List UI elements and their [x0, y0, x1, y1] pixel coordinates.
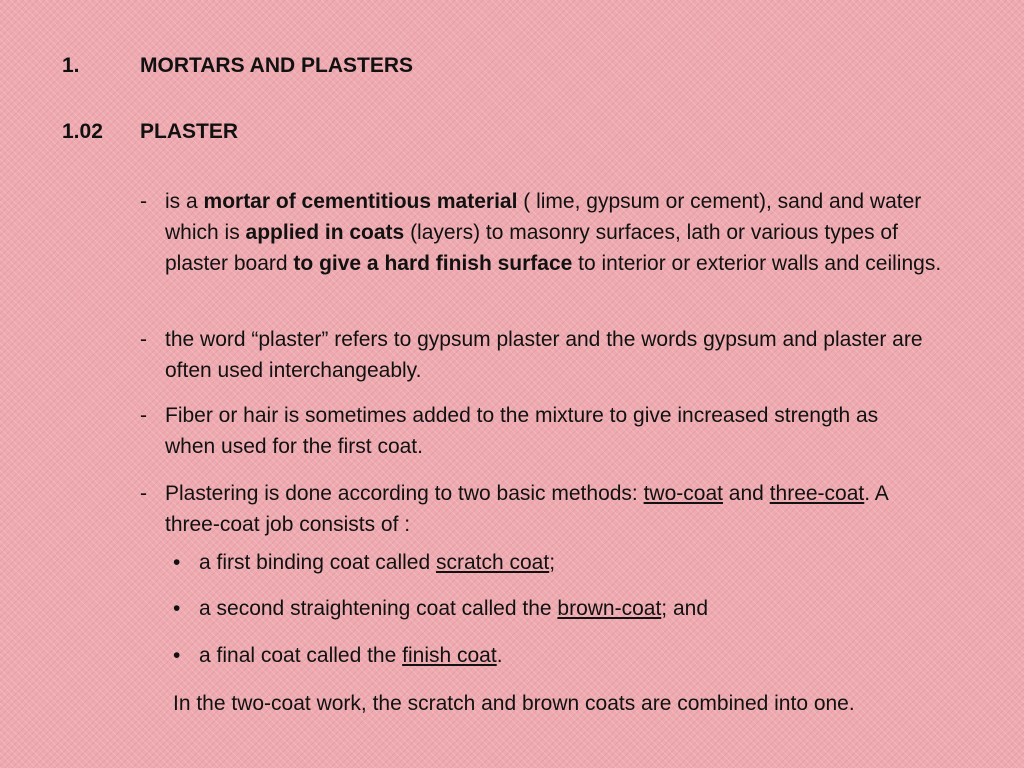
- list-item: a second straightening coat called the brown-coat; and: [199, 597, 709, 620]
- subsection-number: 1.02: [62, 120, 103, 143]
- section-title: MORTARS AND PLASTERS: [140, 54, 413, 77]
- dash-marker: -: [140, 482, 147, 505]
- bullet-marker: •: [173, 644, 181, 667]
- section-number: 1.: [62, 54, 80, 77]
- list-item: a first binding coat called scratch coat;: [199, 551, 556, 574]
- underlined-term: two-coat: [643, 482, 723, 505]
- underlined-term: finish coat: [402, 644, 497, 667]
- methods-paragraph: Plastering is done according to two basic methods: two-coat and three-coat. A three-coat job consists of :: [165, 482, 888, 536]
- bullet-marker: •: [173, 597, 181, 620]
- closing-note: In the two-coat work, the scratch and brown coats are combined into one.: [173, 692, 855, 715]
- definition-paragraph: is a mortar of cementitious material ( lime, gypsum or cement), sand and water which is applied in coats (layers) to masonry surfaces, lath or various types of plaster board to give a hard finish surface to interior or exterior walls and ceilings.: [165, 190, 942, 275]
- subsection-title: PLASTER: [140, 120, 239, 143]
- bold-term: to give a hard finish surface: [293, 252, 573, 275]
- fiber-paragraph: Fiber or hair is sometimes added to the mixture to give increased strength as when used for the first coat.: [165, 404, 879, 458]
- bold-term: applied in coats: [245, 221, 405, 244]
- dash-marker: -: [140, 404, 147, 427]
- bullet-marker: •: [173, 551, 181, 574]
- bold-term: mortar of cementitious material: [203, 190, 518, 213]
- underlined-term: three-coat: [769, 482, 865, 505]
- dash-marker: -: [140, 190, 147, 213]
- dash-marker: -: [140, 328, 147, 351]
- word-usage-paragraph: the word “plaster” refers to gypsum plaster and the words gypsum and plaster are often used interchangeably.: [165, 328, 923, 382]
- list-item: a final coat called the finish coat.: [199, 644, 503, 667]
- underlined-term: scratch coat: [435, 551, 550, 574]
- underlined-term: brown-coat: [557, 597, 662, 620]
